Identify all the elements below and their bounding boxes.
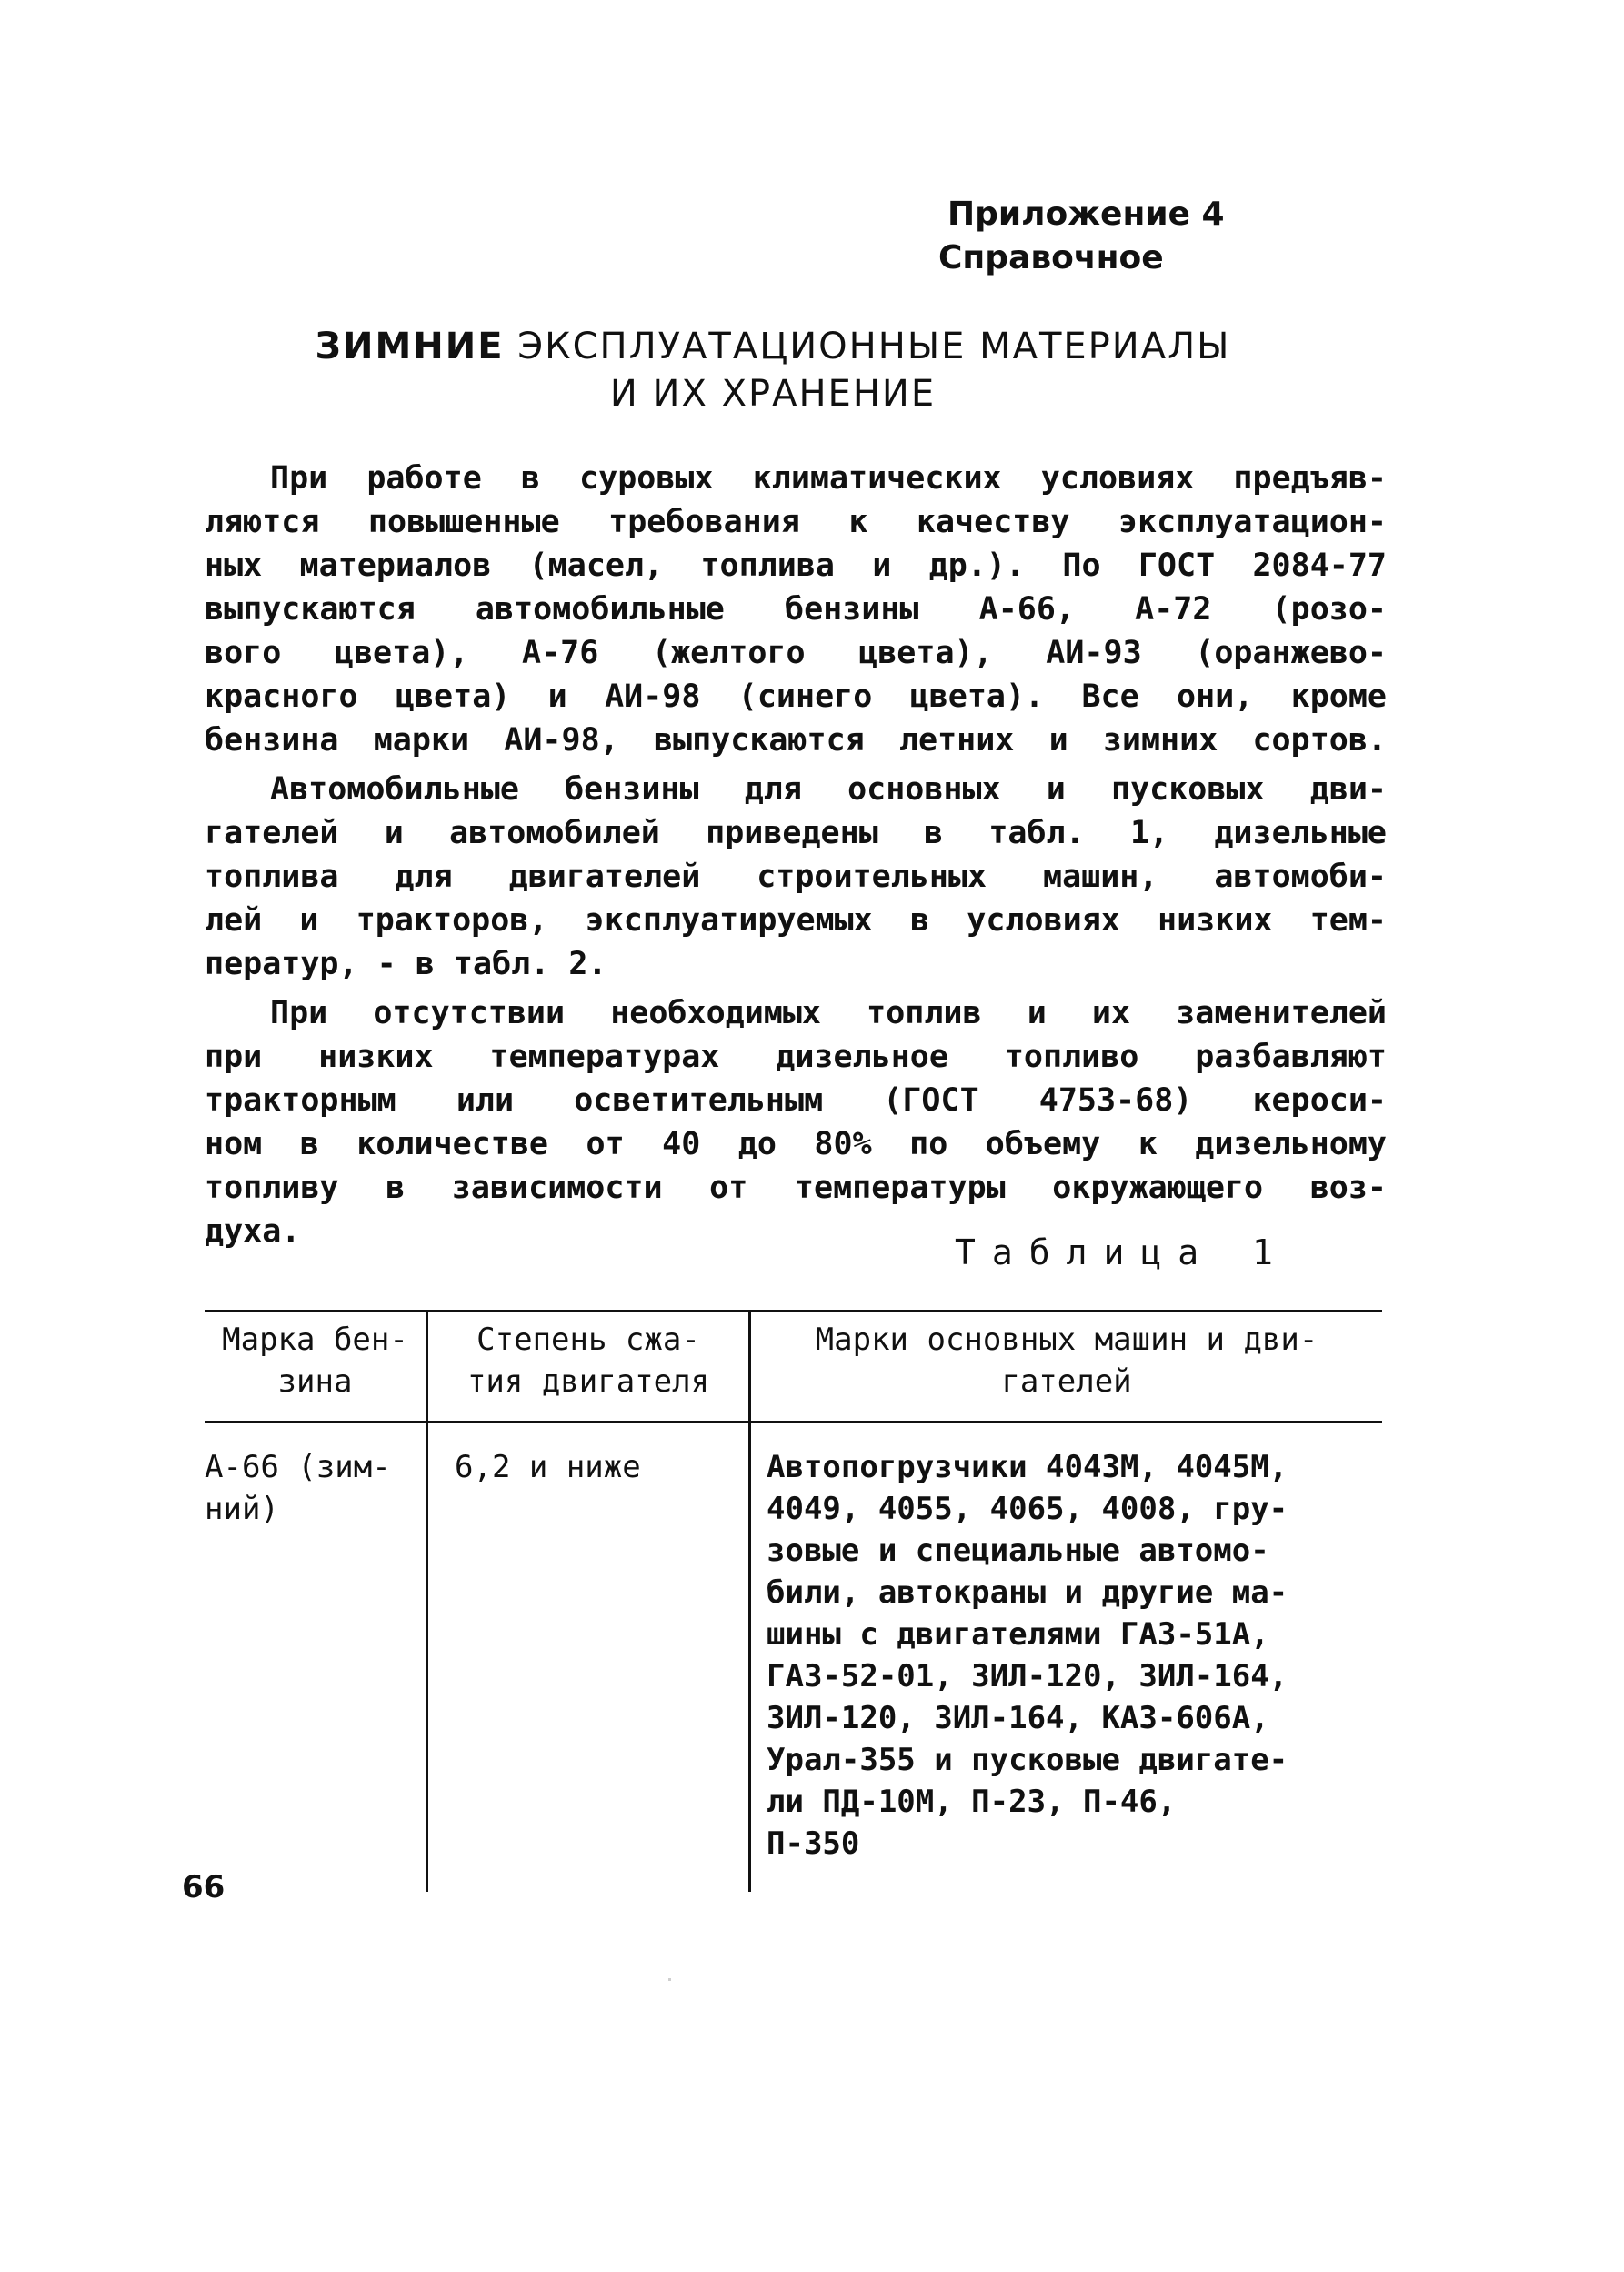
cell-line: ЗИЛ-120, ЗИЛ-164, КАЗ-606А, [767,1700,1269,1736]
paragraph-2 [205,768,1387,986]
header-line: зина [277,1363,353,1400]
text-line: красного цвета) и АИ-98 (синего цвета). Все они, кроме [205,679,1387,715]
appendix-number: Приложение 4 [947,196,1225,233]
header-line: Марки основных машин и дви- [815,1322,1318,1358]
text-line: духа. [205,1213,301,1250]
body-text [205,457,1387,1259]
title-line-1-rest: ЭКСПЛУАТАЦИОННЫЕ МАТЕРИАЛЫ [504,326,1231,367]
cell-line: 6,2 и ниже [455,1449,641,1485]
cell-line: А-66 (зим- [205,1449,391,1485]
cell-line: Автопогрузчики 4043М, 4045М, [767,1449,1288,1485]
cell-line: П-350 [767,1825,860,1862]
text-line: вого цвета), А-76 (желтого цвета), АИ-93 (оранжево- [205,635,1387,671]
page-number: 66 [182,1869,226,1905]
cell-line: шины с двигателями ГАЗ-51А, [767,1616,1269,1653]
text-line: ператур, - в табл. 2. [205,946,607,982]
column-header-grade [205,1319,426,1402]
scan-speck [668,1978,671,1981]
header-line: Степень сжа- [476,1322,700,1358]
column-header-machines [751,1319,1382,1402]
text-line: При работе в суровых климатических условиях предъяв- [270,460,1387,497]
text-line: при низких температурах дизельное топливо разбавляют [205,1039,1387,1075]
paragraph-3 [205,991,1387,1253]
header-line: тия двигателя [466,1363,710,1400]
text-line: ляются повышенные требования к качеству эксплуатацион- [205,504,1387,540]
appendix-type: Справочное [938,239,1164,276]
cell-line: ний) [205,1491,279,1527]
paragraph-1 [205,457,1387,762]
text-line: тракторным или осветительным (ГОСТ 4753-68) кероси- [205,1082,1387,1119]
title-word-bold: ЗИМНИЕ [315,326,505,367]
text-line: ном в количестве от 40 до 80% по объему к дизельному [205,1126,1387,1162]
page-title [182,323,1364,417]
text-line: гателей и автомобилей приведены в табл. 1, дизельные [205,815,1387,851]
header-line: Марка бен- [222,1322,408,1358]
column-header-compression [428,1319,748,1402]
table-header-rule [205,1421,1382,1423]
header-line: гателей [1001,1363,1132,1400]
table-label: Таблица 1 [955,1232,1289,1272]
text-line: лей и тракторов, эксплуатируемых в условиях низких тем- [205,902,1387,939]
title-line-1 [182,323,1364,370]
table-1 [205,1310,1382,1892]
table-top-rule [205,1310,1382,1312]
text-line: Автомобильные бензины для основных и пусковых дви- [270,771,1387,808]
text-line: ных материалов (масел, топлива и др.). По ГОСТ 2084-77 [205,548,1387,584]
cell-line: 4049, 4055, 4065, 4008, гру- [767,1491,1288,1527]
text-line: топливу в зависимости от температуры окружающего воз- [205,1170,1387,1206]
text-line: При отсутствии необходимых топлив и их заменителей [270,995,1387,1031]
title-line-2: И ИХ ХРАНЕНИЕ [609,373,937,415]
cell-line: ли ПД-10М, П-23, П-46, [767,1784,1177,1820]
text-line: бензина марки АИ-98, выпускаются летних и зимних сортов. [205,722,1387,759]
text-line: топлива для двигателей строительных машин, автомоби- [205,859,1387,895]
text-line: выпускаются автомобильные бензины А-66, А-72 (розо- [205,591,1387,628]
cell-line: зовые и специальные автомо- [767,1533,1269,1569]
table-cell-grade [205,1446,426,1530]
cell-line: били, автокраны и другие ма- [767,1574,1288,1611]
table-cell-compression [455,1446,748,1488]
cell-line: Урал-355 и пусковые двигате- [767,1742,1288,1778]
appendix-header [938,193,1225,280]
cell-line: ГАЗ-52-01, ЗИЛ-120, ЗИЛ-164, [767,1658,1288,1694]
table-cell-machines [767,1446,1385,1865]
